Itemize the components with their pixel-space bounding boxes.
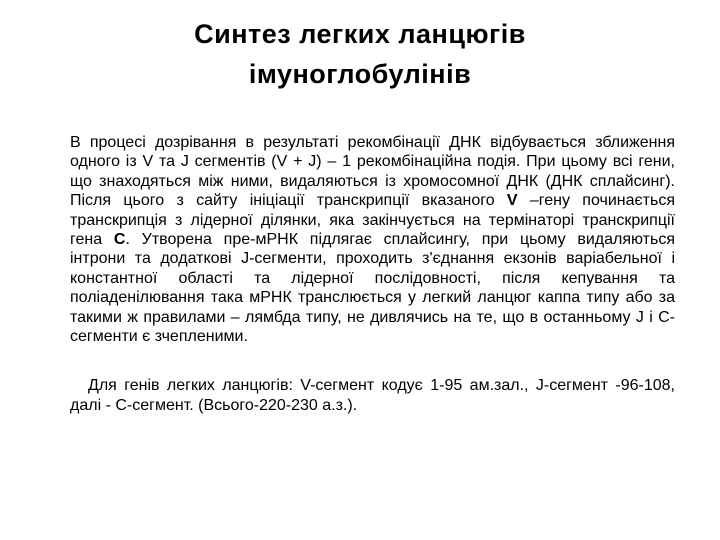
title-line-1: Синтез легких ланцюгів bbox=[194, 19, 526, 49]
title-line-2: імуноглобулінів bbox=[248, 59, 472, 89]
slide-body bbox=[70, 133, 675, 415]
paragraph-1-part-1: В процесі дозрівання в результаті рекомбінації ДНК відбувається зближення одного із V та J сегментів (V + J) – 1 рекомбінаційна подія. При цьому всі гени, що знаходяться між ними, видаляються із хромосомної ДНК (ДНК сплайсинг). Після цього з сайту ініціації транскрипції вказаного bbox=[70, 134, 675, 210]
paragraph-recombination bbox=[70, 133, 675, 346]
paragraph-1-part-2: –гену починається транскрипція з лідерної ділянки, яка закінчується на термінаторі транскрипції гена bbox=[70, 192, 676, 249]
slide-title bbox=[60, 14, 660, 94]
paragraph-1-bold-c: С bbox=[113, 231, 126, 249]
paragraph-segments-summary: Для генів легких ланцюгів: V-сегмент кодує 1-95 ам.зал., J-сегмент -96-108, далі - С-сегмент. (Всього-220-230 а.з.). bbox=[70, 377, 675, 414]
paragraph-1-bold-v: V bbox=[506, 192, 518, 210]
paragraph-1-part-3: . Утворена пре-мРНК підлягає сплайсингу, при цьому видаляються інтрони та додаткові J-сегменти, проходить з'єднання екзонів варіабельної і константної області та лідерної послідовності, після кепування та поліаденілювання така мРНК транслюється у легкий ланцюг каппа типу або за такими ж правилами – лямбда типу, не дивлячись на те, що в останньому J і С- сегменти є зчепленими. bbox=[70, 231, 675, 346]
